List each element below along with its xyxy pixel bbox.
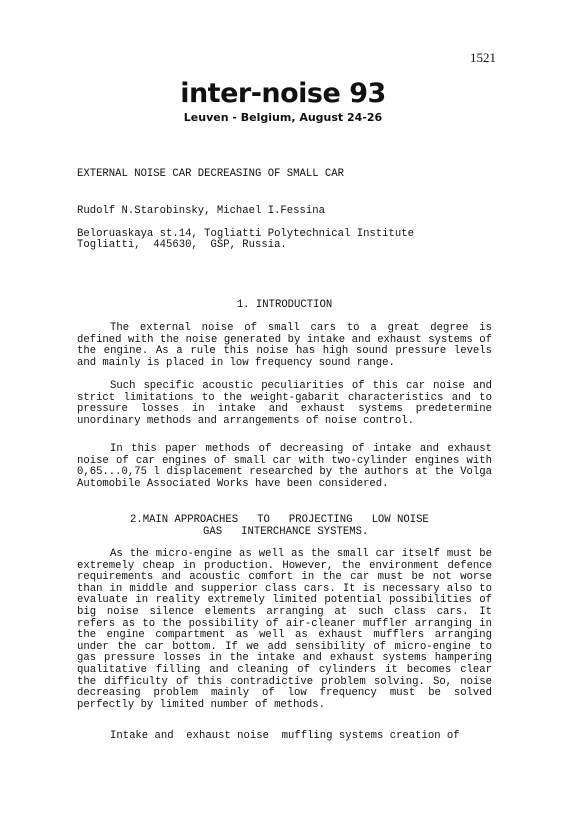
section-1-paragraph-1: The external noise of small cars to a great degree is defined with the noise generated by intake and exhaust systems of the engine. As a rule this noise has high sound pressure levels and mainly is placed in low frequency sound range. bbox=[77, 322, 492, 369]
conference-subtitle: Leuven - Belgium, August 24-26 bbox=[183, 111, 383, 124]
section-2-heading-line-1: 2.MAIN APPROACHES TO PROJECTING LOW NOISE bbox=[130, 514, 429, 526]
affiliation-line-1: Beloruaskaya st.14, Togliatti Polytechnical Institute bbox=[77, 228, 414, 240]
section-1-paragraph-3: In this paper methods of decreasing of intake and exhaust noise of car engines of small car with two-cylinder engines with 0,65...0,75 l displacement researched by the authors at the Volga Automobile Associated Works have been considered. bbox=[77, 443, 492, 490]
section-1-paragraph-2: Such specific acoustic peculiarities of this car noise and strict limitations to the weight-gabarit characteristics and to pressure losses in intake and exhaust systems predetermine unordinary methods and arrangements of noise control. bbox=[77, 380, 492, 427]
section-2-paragraph-1: As the micro-engine as well as the small car itself must be extremely cheap in production. However, the environment defence requirements and acoustic comfort in the car must be not worse than in middle and supperior class cars. It is necessary also to evaluate in reality extremely limited potential possibilities of big noise silence elements arranging at such class cars. It refers as to the possibility of air-cleaner muffler arranging in the engine compartment as well as exhaust mufflers arranging under the car bottom. If we add sensibility of micro-engine to gas pressure losses in the intake and exhaust systems hampering qualitative filling and cleaning of cylinders it becomes clear the difficulty of this contradictive problem solving. So, noise decreasing problem mainly of low frequency must be solved perfectly by limited number of methods. bbox=[77, 548, 492, 711]
authors: Rudolf N.Starobinsky, Michael I.Fessina bbox=[77, 205, 325, 217]
page-number: 1521 bbox=[470, 50, 496, 65]
section-2-paragraph-2: Intake and exhaust noise muffling systems creation of bbox=[110, 730, 460, 742]
section-1-heading: 1. INTRODUCTION bbox=[236, 299, 333, 311]
paper-title: EXTERNAL NOISE CAR DECREASING OF SMALL CAR bbox=[77, 168, 345, 180]
section-2-heading-line-2: GAS INTERCHANCE SYSTEMS. bbox=[203, 526, 369, 538]
conference-logo-title: inter-noise 93 bbox=[180, 78, 386, 109]
affiliation-line-2: Togliatti, 445630, GSP, Russia. bbox=[77, 239, 287, 251]
